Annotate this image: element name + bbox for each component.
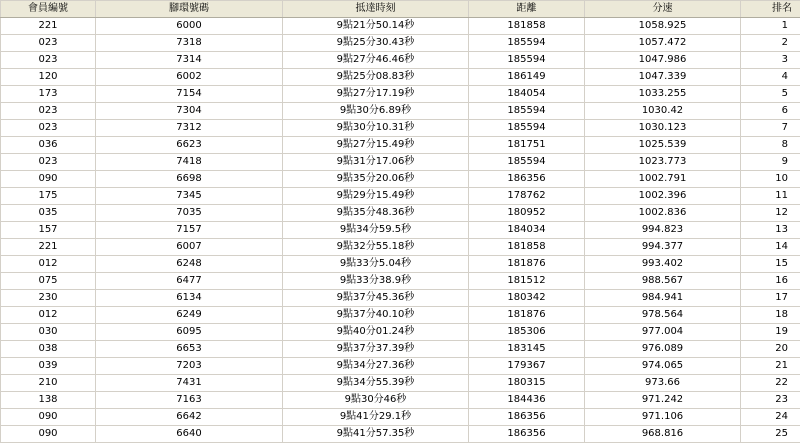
speed-cell: 994.377 bbox=[585, 239, 741, 256]
rank-cell: 2 bbox=[741, 35, 800, 52]
distance-cell: 180315 bbox=[469, 375, 585, 392]
member-id-cell: 030 bbox=[1, 324, 96, 341]
arrival-time-cell: 9點32分55.18秒 bbox=[283, 239, 469, 256]
rank-cell: 10 bbox=[741, 171, 800, 188]
member-id-cell: 023 bbox=[1, 120, 96, 137]
rank-cell: 20 bbox=[741, 341, 800, 358]
speed-cell: 976.089 bbox=[585, 341, 741, 358]
speed-cell: 984.941 bbox=[585, 290, 741, 307]
rank-cell: 12 bbox=[741, 205, 800, 222]
ring-number-cell: 7314 bbox=[96, 52, 283, 69]
distance-cell: 181512 bbox=[469, 273, 585, 290]
member-id-cell: 221 bbox=[1, 18, 96, 35]
ring-number-cell: 6653 bbox=[96, 341, 283, 358]
table-row[interactable] bbox=[1, 341, 800, 358]
distance-cell: 181876 bbox=[469, 256, 585, 273]
member-id-cell: 221 bbox=[1, 239, 96, 256]
speed-cell: 1047.339 bbox=[585, 69, 741, 86]
distance-cell: 181876 bbox=[469, 307, 585, 324]
member-id-cell: 230 bbox=[1, 290, 96, 307]
distance-cell: 181858 bbox=[469, 18, 585, 35]
speed-cell: 1033.255 bbox=[585, 86, 741, 103]
speed-cell: 971.242 bbox=[585, 392, 741, 409]
table-row[interactable] bbox=[1, 375, 800, 392]
arrival-time-cell: 9點33分38.9秒 bbox=[283, 273, 469, 290]
ring-number-cell: 6007 bbox=[96, 239, 283, 256]
column-header-distance[interactable]: 距離 bbox=[469, 1, 585, 18]
rank-cell: 6 bbox=[741, 103, 800, 120]
distance-cell: 186356 bbox=[469, 426, 585, 443]
ring-number-cell: 7157 bbox=[96, 222, 283, 239]
rank-cell: 9 bbox=[741, 154, 800, 171]
arrival-time-cell: 9點37分45.36秒 bbox=[283, 290, 469, 307]
ring-number-cell: 6002 bbox=[96, 69, 283, 86]
arrival-time-cell: 9點27分17.19秒 bbox=[283, 86, 469, 103]
rank-cell: 18 bbox=[741, 307, 800, 324]
distance-cell: 181751 bbox=[469, 137, 585, 154]
member-id-cell: 023 bbox=[1, 103, 96, 120]
speed-cell: 973.66 bbox=[585, 375, 741, 392]
table-row[interactable] bbox=[1, 324, 800, 341]
rank-cell: 5 bbox=[741, 86, 800, 103]
arrival-time-cell: 9點33分5.04秒 bbox=[283, 256, 469, 273]
ring-number-cell: 7312 bbox=[96, 120, 283, 137]
arrival-time-cell: 9點37分40.10秒 bbox=[283, 307, 469, 324]
arrival-time-cell: 9點30分46秒 bbox=[283, 392, 469, 409]
ring-number-cell: 6698 bbox=[96, 171, 283, 188]
member-id-cell: 120 bbox=[1, 69, 96, 86]
speed-cell: 1057.472 bbox=[585, 35, 741, 52]
ring-number-cell: 7154 bbox=[96, 86, 283, 103]
speed-cell: 1002.396 bbox=[585, 188, 741, 205]
distance-cell: 184436 bbox=[469, 392, 585, 409]
speed-cell: 1047.986 bbox=[585, 52, 741, 69]
arrival-time-cell: 9點27分15.49秒 bbox=[283, 137, 469, 154]
rank-cell: 3 bbox=[741, 52, 800, 69]
distance-cell: 180952 bbox=[469, 205, 585, 222]
speed-cell: 988.567 bbox=[585, 273, 741, 290]
table-row[interactable] bbox=[1, 69, 800, 86]
rank-cell: 22 bbox=[741, 375, 800, 392]
speed-cell: 977.004 bbox=[585, 324, 741, 341]
member-id-cell: 012 bbox=[1, 307, 96, 324]
member-id-cell: 173 bbox=[1, 86, 96, 103]
table-row[interactable] bbox=[1, 171, 800, 188]
speed-cell: 1023.773 bbox=[585, 154, 741, 171]
distance-cell: 185594 bbox=[469, 103, 585, 120]
table-row[interactable] bbox=[1, 392, 800, 409]
rank-cell: 8 bbox=[741, 137, 800, 154]
distance-cell: 185306 bbox=[469, 324, 585, 341]
column-header-ring-number[interactable]: 腳環號碼 bbox=[96, 1, 283, 18]
table-row[interactable] bbox=[1, 307, 800, 324]
table-row[interactable] bbox=[1, 18, 800, 35]
rank-cell: 13 bbox=[741, 222, 800, 239]
table-row[interactable] bbox=[1, 205, 800, 222]
distance-cell: 180342 bbox=[469, 290, 585, 307]
arrival-time-cell: 9點25分08.83秒 bbox=[283, 69, 469, 86]
speed-cell: 993.402 bbox=[585, 256, 741, 273]
ring-number-cell: 6248 bbox=[96, 256, 283, 273]
ring-number-cell: 6000 bbox=[96, 18, 283, 35]
rank-cell: 17 bbox=[741, 290, 800, 307]
distance-cell: 185594 bbox=[469, 154, 585, 171]
member-id-cell: 075 bbox=[1, 273, 96, 290]
distance-cell: 186356 bbox=[469, 409, 585, 426]
column-header-speed[interactable]: 分速 bbox=[585, 1, 741, 18]
ring-number-cell: 6640 bbox=[96, 426, 283, 443]
arrival-time-cell: 9點37分37.39秒 bbox=[283, 341, 469, 358]
distance-cell: 185594 bbox=[469, 52, 585, 69]
speed-cell: 1030.123 bbox=[585, 120, 741, 137]
rank-cell: 24 bbox=[741, 409, 800, 426]
speed-cell: 971.106 bbox=[585, 409, 741, 426]
rank-cell: 21 bbox=[741, 358, 800, 375]
table-row[interactable] bbox=[1, 120, 800, 137]
arrival-time-cell: 9點29分15.49秒 bbox=[283, 188, 469, 205]
ring-number-cell: 7345 bbox=[96, 188, 283, 205]
member-id-cell: 012 bbox=[1, 256, 96, 273]
arrival-time-cell: 9點40分01.24秒 bbox=[283, 324, 469, 341]
member-id-cell: 035 bbox=[1, 205, 96, 222]
table-row[interactable] bbox=[1, 137, 800, 154]
table-row[interactable] bbox=[1, 273, 800, 290]
arrival-time-cell: 9點31分17.06秒 bbox=[283, 154, 469, 171]
table-row[interactable] bbox=[1, 103, 800, 120]
table-row[interactable] bbox=[1, 188, 800, 205]
arrival-time-cell: 9點41分29.1秒 bbox=[283, 409, 469, 426]
ring-number-cell: 6642 bbox=[96, 409, 283, 426]
rank-cell: 11 bbox=[741, 188, 800, 205]
member-id-cell: 157 bbox=[1, 222, 96, 239]
arrival-time-cell: 9點34分59.5秒 bbox=[283, 222, 469, 239]
member-id-cell: 090 bbox=[1, 171, 96, 188]
rank-cell: 4 bbox=[741, 69, 800, 86]
rank-cell: 14 bbox=[741, 239, 800, 256]
arrival-time-cell: 9點35分48.36秒 bbox=[283, 205, 469, 222]
member-id-cell: 138 bbox=[1, 392, 96, 409]
member-id-cell: 023 bbox=[1, 154, 96, 171]
ring-number-cell: 7035 bbox=[96, 205, 283, 222]
speed-cell: 994.823 bbox=[585, 222, 741, 239]
arrival-time-cell: 9點30分10.31秒 bbox=[283, 120, 469, 137]
ring-number-cell: 6095 bbox=[96, 324, 283, 341]
rank-cell: 19 bbox=[741, 324, 800, 341]
rank-cell: 25 bbox=[741, 426, 800, 443]
rank-cell: 23 bbox=[741, 392, 800, 409]
arrival-time-cell: 9點30分6.89秒 bbox=[283, 103, 469, 120]
arrival-time-cell: 9點21分50.14秒 bbox=[283, 18, 469, 35]
speed-cell: 978.564 bbox=[585, 307, 741, 324]
speed-cell: 1025.539 bbox=[585, 137, 741, 154]
distance-cell: 186356 bbox=[469, 171, 585, 188]
speed-cell: 974.065 bbox=[585, 358, 741, 375]
member-id-cell: 038 bbox=[1, 341, 96, 358]
table-row[interactable] bbox=[1, 86, 800, 103]
member-id-cell: 023 bbox=[1, 35, 96, 52]
speed-cell: 1002.836 bbox=[585, 205, 741, 222]
arrival-time-cell: 9點27分46.46秒 bbox=[283, 52, 469, 69]
speed-cell: 968.816 bbox=[585, 426, 741, 443]
table-row[interactable] bbox=[1, 426, 800, 443]
member-id-cell: 090 bbox=[1, 409, 96, 426]
member-id-cell: 175 bbox=[1, 188, 96, 205]
distance-cell: 185594 bbox=[469, 35, 585, 52]
table-row[interactable] bbox=[1, 409, 800, 426]
header-row bbox=[1, 1, 800, 18]
distance-cell: 186149 bbox=[469, 69, 585, 86]
ring-number-cell: 6249 bbox=[96, 307, 283, 324]
rank-cell: 1 bbox=[741, 18, 800, 35]
distance-cell: 179367 bbox=[469, 358, 585, 375]
arrival-time-cell: 9點25分30.43秒 bbox=[283, 35, 469, 52]
ring-number-cell: 6134 bbox=[96, 290, 283, 307]
arrival-time-cell: 9點35分20.06秒 bbox=[283, 171, 469, 188]
table-row[interactable] bbox=[1, 35, 800, 52]
speed-cell: 1058.925 bbox=[585, 18, 741, 35]
distance-cell: 178762 bbox=[469, 188, 585, 205]
distance-cell: 183145 bbox=[469, 341, 585, 358]
rank-cell: 15 bbox=[741, 256, 800, 273]
member-id-cell: 023 bbox=[1, 52, 96, 69]
table-row[interactable] bbox=[1, 222, 800, 239]
table-row[interactable] bbox=[1, 154, 800, 171]
arrival-time-cell: 9點34分27.36秒 bbox=[283, 358, 469, 375]
table-row[interactable] bbox=[1, 290, 800, 307]
table-row[interactable] bbox=[1, 358, 800, 375]
column-header-arrival-time[interactable]: 抵達時刻 bbox=[283, 1, 469, 18]
table-row[interactable] bbox=[1, 239, 800, 256]
ring-number-cell: 7163 bbox=[96, 392, 283, 409]
ring-number-cell: 6477 bbox=[96, 273, 283, 290]
member-id-cell: 090 bbox=[1, 426, 96, 443]
table-row[interactable] bbox=[1, 256, 800, 273]
member-id-cell: 039 bbox=[1, 358, 96, 375]
ring-number-cell: 7318 bbox=[96, 35, 283, 52]
ring-number-cell: 7304 bbox=[96, 103, 283, 120]
arrival-time-cell: 9點41分57.35秒 bbox=[283, 426, 469, 443]
column-header-member-id[interactable]: 會員編號 bbox=[1, 1, 96, 18]
distance-cell: 181858 bbox=[469, 239, 585, 256]
ring-number-cell: 6623 bbox=[96, 137, 283, 154]
distance-cell: 184054 bbox=[469, 86, 585, 103]
rank-cell: 7 bbox=[741, 120, 800, 137]
ring-number-cell: 7431 bbox=[96, 375, 283, 392]
arrival-time-cell: 9點34分55.39秒 bbox=[283, 375, 469, 392]
rank-cell: 16 bbox=[741, 273, 800, 290]
table-row[interactable] bbox=[1, 52, 800, 69]
member-id-cell: 036 bbox=[1, 137, 96, 154]
speed-cell: 1002.791 bbox=[585, 171, 741, 188]
speed-cell: 1030.42 bbox=[585, 103, 741, 120]
member-id-cell: 210 bbox=[1, 375, 96, 392]
distance-cell: 185594 bbox=[469, 120, 585, 137]
ring-number-cell: 7203 bbox=[96, 358, 283, 375]
ring-number-cell: 7418 bbox=[96, 154, 283, 171]
distance-cell: 184034 bbox=[469, 222, 585, 239]
column-header-rank[interactable]: 排名 bbox=[741, 1, 800, 18]
